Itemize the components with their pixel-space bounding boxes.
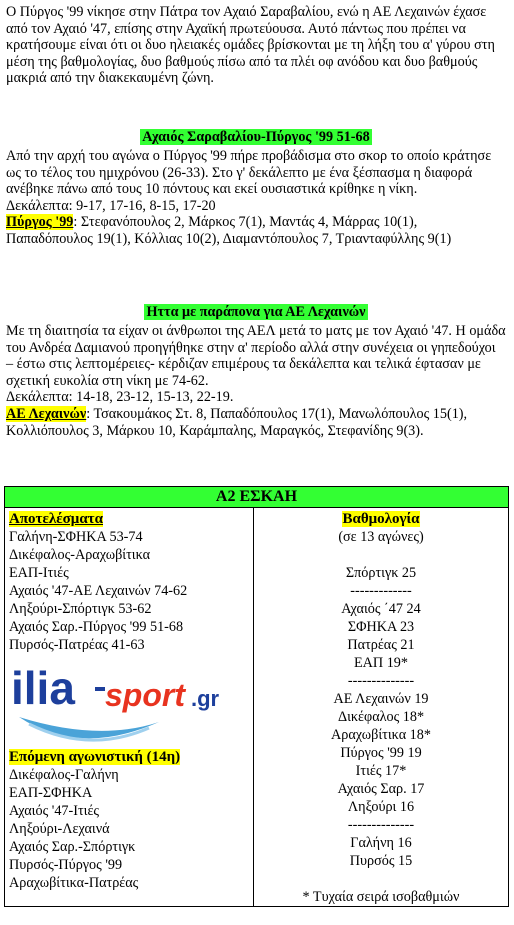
fixture-item: Πυρσός-Πύργος '99 [9,857,123,873]
standings-row: Γαλήνη 16 [350,835,412,851]
standings-row: -------------- [347,673,415,689]
standings-title: Βαθμολογία [342,511,420,527]
a2-league-table [4,486,509,907]
fixture-item: ΕΑΠ-ΣΦΗΚΑ [9,785,93,801]
a2-title: Α2 ΕΣΚΑΗ [5,487,508,507]
logo-text-gr: .gr [191,686,220,711]
standings-row: ΑΕ Λεχαινών 19 [333,691,429,707]
game2-team: ΑΕ Λεχαινών [6,405,87,422]
standings-row: Πυρσός 15 [349,853,413,869]
results-title: Αποτελέσματα [9,511,103,527]
logo-text-sport: sport [105,677,185,713]
fixture-item: Δικέφαλος-Γαλήνη [9,767,119,783]
game1-scorers-list: : Στεφανόπουλος 2, Μάρκος 7(1), Μαντάς 4, Μάρρας 10(1), Παπαδόπουλος 19(1), Κόλλιας 10(2), Διαμαντόπουλος 7, Τριανταφύλλης 9(1) [6,214,452,247]
game2-quarters: Δεκάλεπτα: 14-18, 23-12, 15-13, 22-19. [6,389,234,406]
logo-text-ilia: ilia [11,662,75,714]
game1-report [6,148,506,248]
game2-text: Με τη διαιτησία τα είχαν οι άνθρωποι της ΑΕΛ μετά το ματς με τον Αχαιό '47. Η ομάδα του Ανδρέα Δαμιανού προηγήθηκε στην α' περίοδο αλλά στην συνέχεια οι γηπεδούχοι – έστω στις λεπτομέρειες- κέρδιζαν επιμέρους τα δεκάλεπτα και τελικά έφτασαν με σχετική ευκολία στη νίκη με 74-62. [6,323,506,389]
result-item: Δικέφαλος-Αραχωβίτικα [9,547,151,563]
result-item: Γαλήνη-ΣΦΗΚΑ 53-74 [9,529,143,545]
result-item: Αχαιός Σαρ.-Πύργος '99 51-68 [9,619,184,635]
game1-title: Αχαιός Σαραβαλίου-Πύργος '99 51-68 [142,129,370,145]
result-item: Αχαιός '47-ΑΕ Λεχαινών 74-62 [9,583,188,599]
game2-heading [6,304,506,321]
iliasport-logo-graphic [9,662,239,742]
standings-row: ΣΦΗΚΑ 23 [347,619,415,635]
standings-row: ------------- [350,583,412,599]
game1-quarters: Δεκάλεπτα: 9-17, 17-16, 8-15, 17-20 [6,197,216,214]
standings-list [254,546,508,906]
result-item: ΕΑΠ-Ιτιές [9,565,69,581]
standings-row [254,546,508,564]
fixture-item: Αχαιός '47-Ιτιές [9,803,100,819]
standings-row: Σπόρτιγκ 25 [345,565,417,581]
standings-row: Πατρέας 21 [347,637,415,653]
fixture-item: Ληξούρι-Λεχαινά [9,821,110,837]
standings-row: ΕΑΠ 19* [354,655,408,671]
standings-row: Αχαιός ΄47 24 [341,601,421,617]
standings-cell [254,508,509,907]
game1-heading [6,129,506,146]
standings-row: Ληξούρι 16 [347,799,415,815]
game2-scorers-list: : Τσακουμάκος Στ. 8, Παπαδόπουλος 17(1), Μανωλόπουλος 15(1), Κολλιόπουλος 3, Μάρκου 10, Καράμπαλης, Μαραγκός, Στεφανίδης 9(3). [6,405,468,439]
standings-subtitle: (σε 13 αγώνες) [338,529,424,545]
a2-title-cell [5,487,509,508]
intro-paragraph [6,4,506,87]
standings-row: Ιτιές 17* [355,763,407,779]
standings-row: Δικέφαλος 18* [337,709,425,725]
game1-text: Από την αρχή του αγώνα ο Πύργος '99 πήρε προβάδισμα στο σκορ το οποίο κράτησε ως το τέλος του ημιχρόνου (26-33). Στο γ' δεκάλεπτο με ένα ξέσπασμα η διαφορά ανέβηκε πάνω από τους 10 πόντους και εκεί ουσιαστικά κρίθηκε η νίκη. [6,148,492,198]
standings-row: -------------- [347,817,415,833]
results-list [9,528,253,654]
standings-row: Πύργος '99 19 [340,745,422,761]
fixture-item: Αραχωβίτικα-Πατρέας [9,875,139,891]
game2-report [6,323,506,439]
results-cell [5,508,254,907]
result-item: Πυρσός-Πατρέας 41-63 [9,637,145,653]
iliasport-logo [9,662,239,742]
next-round-list [9,766,253,892]
game2-title: Ηττα με παράπονα για ΑΕ Λεχαινών [146,304,366,320]
standings-row [254,870,508,888]
game1-team: Πύργος '99 [6,214,74,231]
standings-footnote: * Τυχαία σειρά ισοβαθμιών [302,889,460,905]
result-item: Ληξούρι-Σπόρτιγκ 53-62 [9,601,152,617]
fixture-item: Αχαιός Σαρ.-Σπόρτιγκ [9,839,136,855]
next-round-title: Επόμενη αγωνιστική (14η) [9,749,181,765]
game1-scorers [6,214,506,247]
intro-text: Ο Πύργος '99 νίκησε στην Πάτρα τον Αχαιό Σαραβαλίου, ενώ η ΑΕ Λεχαινών έχασε από τον Αχαιό '47, επίσης στην Αχαϊκή πρωτεύουσα. Αυτό πάντως που πρέπει να κρατήσουμε είναι ότι οι δυο ηλειακές ομάδες βρίσκονται με τη λήξη του α' γύρου στη μέση της βαθμολογίας, δυο βαθμούς πίσω από τα πλέι οφ ανόδου και δυο βαθμούς μακριά από την διακεκαυμένη ζώνη. [6,4,495,87]
game2-scorers [6,406,506,439]
standings-row: Αραχωβίτικα 18* [331,727,431,743]
standings-row: Αχαιός Σαρ. 17 [337,781,425,797]
